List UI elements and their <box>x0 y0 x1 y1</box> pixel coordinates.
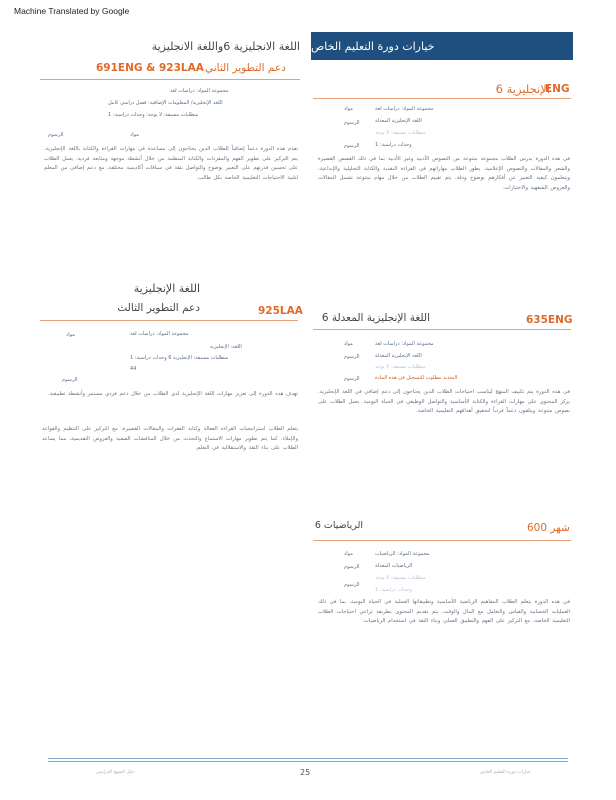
course-meta-line: وحدات دراسية: 1 <box>375 587 412 593</box>
course-meta-label: الرسوم <box>344 143 360 149</box>
course-meta-line: اللغة الإنجليزية المعدلة <box>375 118 422 124</box>
course-description: تهدف هذه الدورة إلى تعزيز مهارات اللغة الإنجليزية لدى الطلاب من خلال دعم فردي مستمر وأنشطة تطبيقية. <box>47 391 298 397</box>
course-subtitle: دعم التطوير الثاني <box>205 62 286 74</box>
course-description: في هذه الدورة يتعلم الطلاب المفاهيم الرياضية الأساسية وتطبيقاتها العملية في الحياة اليومية، بما في ذلك العمليات الحسابية والقياس والتعامل مع المال والوقت. يتم تقديم المحتوى بطريقة تراعي احتياجات الطلاب التعليمية الخاصة، مع التركيز على الفهم والتطبيق العملي وبناء الثقة في استخدام الرياضيات. <box>318 599 570 624</box>
course-code: 925LAA <box>258 305 303 317</box>
course-meta-label: الرسوم <box>344 376 360 382</box>
course-divider <box>40 79 300 80</box>
course-title: اللغة الإنجليزية <box>133 282 200 295</box>
course-meta-line: متطلبات مسبقة: لا يوجد؛ وحدات دراسية: 1 <box>108 112 199 118</box>
course-description: في هذه الدورة يتم تكييف المنهج ليناسب احتياجات الطلاب الذين يحتاجون إلى دعم إضافي في اللغة الإنجليزية. يركز المحتوى على مهارات القراءة والكتابة الأساسية والتواصل الوظيفي في الحياة اليومية. يعمل الطلاب على نصوص متنوعة ويتلقون دعماً فردياً لتحقيق أهدافهم التعليمية الخاصة. <box>318 389 570 414</box>
course-meta-label: مواد <box>344 106 353 112</box>
course-divider <box>313 329 571 330</box>
course-meta-line: مجموعة المواد: دراسات لغة <box>375 341 434 347</box>
course-meta-line: اللغة الإنجليزية/ المعلومات الإضافية: فصل دراسي كامل <box>108 100 223 106</box>
footer-left-text: دليل المنهج الدراسي <box>96 770 135 775</box>
course-meta-label: الرسوم <box>344 354 360 360</box>
course-code: 691ENG & 923LAA <box>96 62 204 74</box>
course-meta-line: اللغة: الإنجليزية <box>210 344 242 350</box>
course-meta-label: الرسوم <box>62 377 78 383</box>
course-code: 600 شهر <box>527 522 570 534</box>
course-description: تقدم هذه الدورة دعماً إضافياً للطلاب الذين يحتاجون إلى مساعدة في مهارات القراءة والكتابة باللغة الإنجليزية. يتم التركيز على تطوير الفهم والمفردات والكتابة المنظمة من خلال أنشطة موجهة ومتابعة فردية. يعمل الطلاب على تحسين قدرتهم على التعبير بوضوح والتواصل بثقة في سياقات أكاديمية مختلفة، مع دعم إضافي من المعلم لتلبية الاحتياجات التعليمية الخاصة بكل طالب. <box>44 146 298 181</box>
course-meta-line: مجموعة المواد: دراسات لغة <box>130 331 189 337</box>
course-meta-label: الرسوم <box>344 120 360 126</box>
course-subtitle: دعم التطوير الثالث <box>117 302 200 314</box>
course-divider <box>313 98 571 99</box>
course-divider <box>313 540 571 541</box>
course-divider <box>40 320 298 321</box>
course-meta-label: الرسوم <box>48 132 64 138</box>
course-meta-label: الرسوم <box>344 564 360 570</box>
course-title: اللغة الانجليزية 6واللغة الانجليزية <box>151 40 300 53</box>
course-title: الرياضيات 6 <box>314 520 363 531</box>
footer-rule <box>48 758 568 759</box>
footer-right-text: خيارات دورة التعليم الخاص <box>480 770 531 775</box>
course-meta-line: اللغة الإنجليزية المعدلة <box>375 353 422 359</box>
course-code: ENG <box>545 83 570 95</box>
course-meta-line: الرياضيات المعدلة <box>375 563 413 569</box>
course-meta-label: الرسوم <box>344 582 360 588</box>
course-meta-label: مواد <box>66 332 75 338</box>
course-meta-line: مجموعة المواد: دراسات لغة <box>170 88 229 94</box>
course-meta-line: 44 <box>130 366 137 372</box>
course-meta-line: مجموعة المواد: الرياضيات <box>375 551 430 557</box>
course-description: في هذه الدورة يدرس الطلاب مجموعة متنوعة من النصوص الأدبية وغير الأدبية بما في ذلك القصص القصيرة والشعر والمقالات والنصوص الإعلامية. يطور الطلاب مهاراتهم في القراءة النقدية والكتابة التحليلية والإبداعية، ويتعلمون كيفية التعبير عن أفكارهم بوضوح ودقة. يتم تقييم الطلاب من خلال مهام متنوعة تشمل المقالات والعروض الشفهية والاختبارات. <box>318 156 570 191</box>
page-number: 25 <box>300 768 311 777</box>
course-meta-label: مواد <box>344 341 353 347</box>
section-header <box>311 32 573 60</box>
course-meta-label: مواد <box>130 132 139 138</box>
course-meta-line: متطلبات مسبقة: لا يوجد <box>375 364 426 370</box>
course-meta-line: وحدات دراسية: 1 <box>375 142 412 148</box>
course-meta-line: متطلبات مسبقة: لا يوجد <box>375 130 426 136</box>
course-meta-line: مجموعة المواد: دراسات لغة <box>375 106 434 112</box>
course-code: 635ENG <box>526 314 573 326</box>
course-meta-line: متطلبات مسبقة: لا يوجد <box>375 575 426 581</box>
course-title: اللغة الإنجليزية المعدلة 6 <box>321 312 430 324</box>
course-meta-line: التحديد مطلوب للتسجيل في هذه المادة <box>375 375 458 381</box>
course-title: الإنجليزية 6 <box>495 82 550 96</box>
course-meta-label: مواد <box>344 551 353 557</box>
course-meta-line: متطلبات مسبقة: الإنجليزية 6 وحدات دراسية: 1 <box>130 355 229 361</box>
course-description: يتعلم الطلاب استراتيجيات القراءة الفعالة وكتابة الفقرات والمقالات القصيرة، مع التركيز على التنظيم والقواعد والإملاء. كما يتم تطوير مهارات الاستماع والتحدث من خلال المناقشات الصفية والعروض التقديمية، مما يساعد الطلاب على بناء الثقة والاستقلالية في التعلم. <box>42 426 298 451</box>
machine-translation-banner: Machine Translated by Google <box>14 6 130 16</box>
section-header-title: خيارات دورة التعليم الخاص <box>311 39 435 53</box>
footer-rule <box>48 761 568 762</box>
